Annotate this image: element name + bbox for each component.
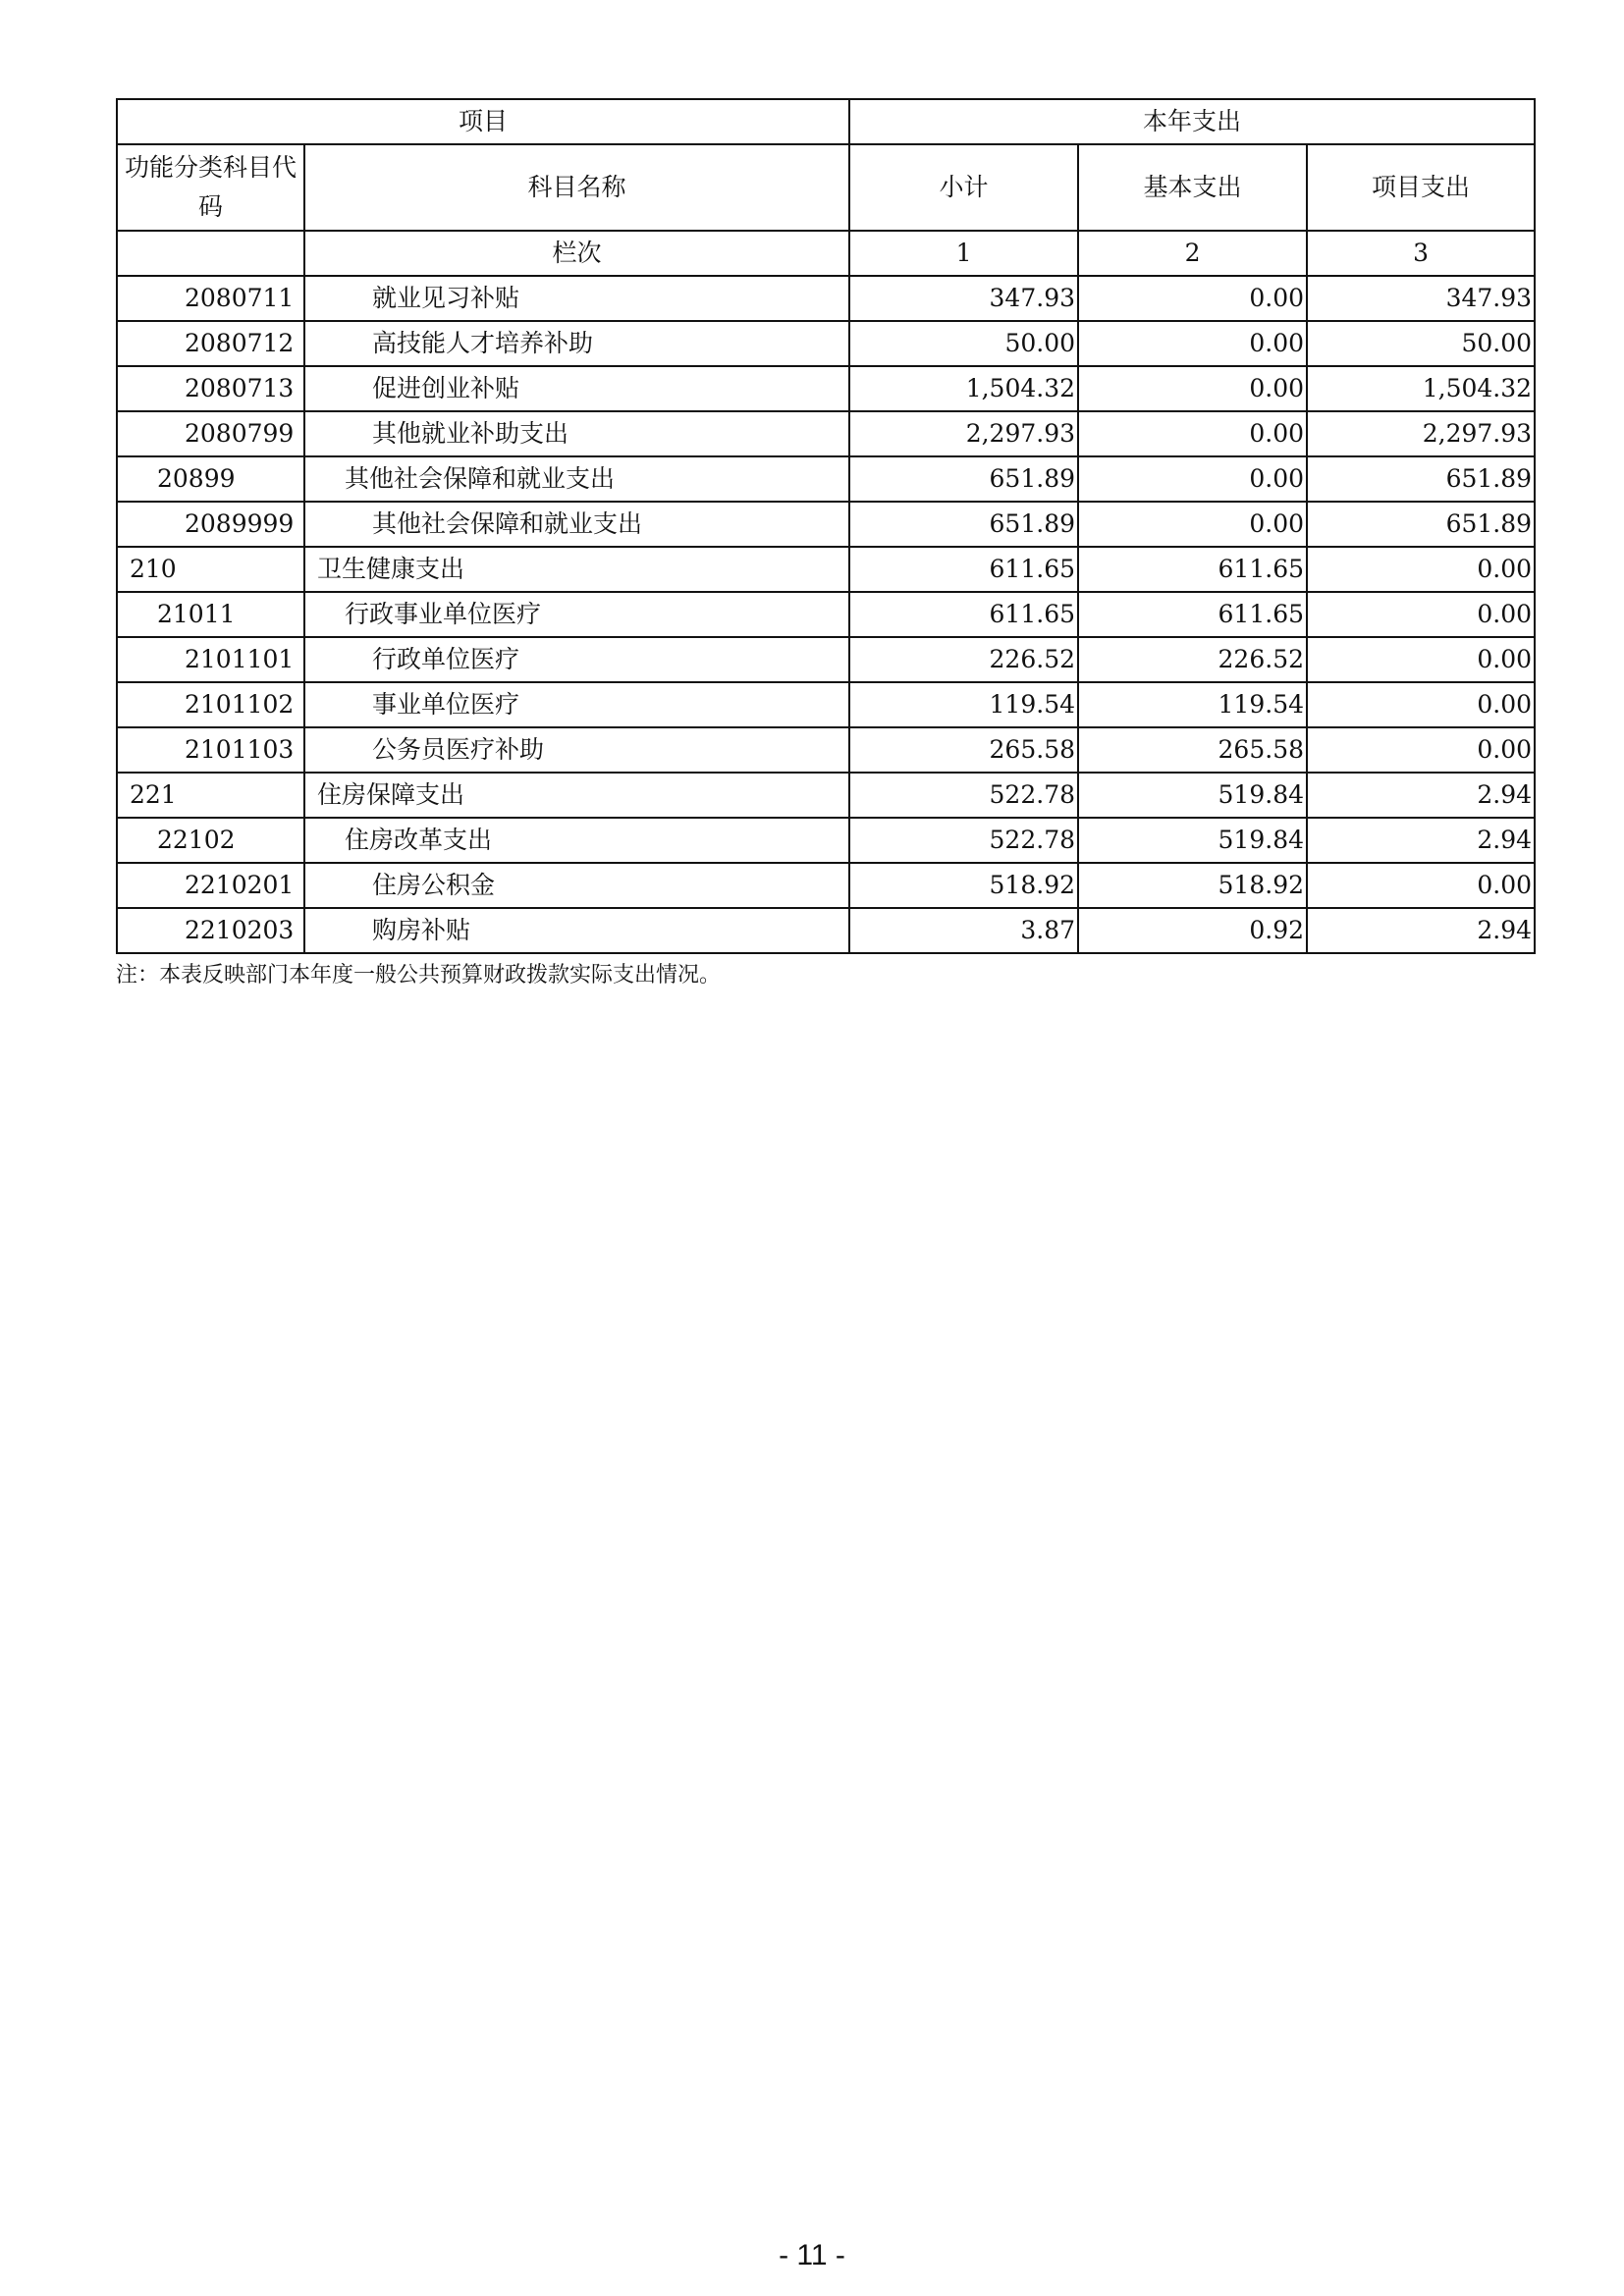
cell-code: 221 [117, 773, 304, 818]
cell-basic: 0.00 [1078, 502, 1307, 547]
cell-name: 住房改革支出 [304, 818, 849, 863]
header-func-code: 功能分类科目代码 [117, 144, 304, 231]
cell-name: 其他社会保障和就业支出 [304, 456, 849, 502]
cell-subtotal: 2,297.93 [849, 411, 1078, 456]
cell-project: 0.00 [1307, 547, 1535, 592]
cell-code: 2101103 [117, 727, 304, 773]
table-row [117, 637, 1535, 682]
header-col3: 3 [1307, 231, 1535, 276]
cell-code: 2210201 [117, 863, 304, 908]
cell-code: 2101102 [117, 682, 304, 727]
cell-name: 购房补贴 [304, 908, 849, 953]
header-current-year: 本年支出 [849, 99, 1535, 144]
cell-basic: 226.52 [1078, 637, 1307, 682]
cell-project: 0.00 [1307, 863, 1535, 908]
cell-basic: 518.92 [1078, 863, 1307, 908]
cell-code: 21011 [117, 592, 304, 637]
cell-subtotal: 347.93 [849, 276, 1078, 321]
cell-subtotal: 522.78 [849, 773, 1078, 818]
cell-subtotal: 50.00 [849, 321, 1078, 366]
header-column-order: 栏次 [304, 231, 849, 276]
table-row [117, 276, 1535, 321]
cell-name: 公务员医疗补助 [304, 727, 849, 773]
cell-name: 住房公积金 [304, 863, 849, 908]
cell-project: 2.94 [1307, 908, 1535, 953]
cell-subtotal: 518.92 [849, 863, 1078, 908]
table-row [117, 773, 1535, 818]
table-row [117, 682, 1535, 727]
table-note: 注：本表反映部门本年度一般公共预算财政拨款实际支出情况。 [116, 963, 722, 988]
header-col1: 1 [849, 231, 1078, 276]
header-col2: 2 [1078, 231, 1307, 276]
cell-project: 0.00 [1307, 727, 1535, 773]
cell-basic: 611.65 [1078, 592, 1307, 637]
cell-code: 210 [117, 547, 304, 592]
cell-code: 20899 [117, 456, 304, 502]
table-row [117, 366, 1535, 411]
cell-name: 其他就业补助支出 [304, 411, 849, 456]
cell-name: 就业见习补贴 [304, 276, 849, 321]
cell-project: 651.89 [1307, 502, 1535, 547]
cell-subtotal: 651.89 [849, 456, 1078, 502]
cell-project: 651.89 [1307, 456, 1535, 502]
cell-basic: 0.00 [1078, 321, 1307, 366]
table-row [117, 321, 1535, 366]
table-row [117, 592, 1535, 637]
cell-project: 347.93 [1307, 276, 1535, 321]
cell-project: 2.94 [1307, 773, 1535, 818]
cell-basic: 519.84 [1078, 818, 1307, 863]
table-row [117, 547, 1535, 592]
cell-subtotal: 611.65 [849, 547, 1078, 592]
cell-code: 22102 [117, 818, 304, 863]
header-row-3 [117, 231, 1535, 276]
cell-name: 住房保障支出 [304, 773, 849, 818]
table-row [117, 863, 1535, 908]
table-row [117, 908, 1535, 953]
cell-subtotal: 522.78 [849, 818, 1078, 863]
cell-basic: 0.00 [1078, 276, 1307, 321]
table-body [117, 276, 1535, 953]
header-basic: 基本支出 [1078, 144, 1307, 231]
cell-code: 2089999 [117, 502, 304, 547]
header-row-2 [117, 144, 1535, 231]
cell-basic: 519.84 [1078, 773, 1307, 818]
cell-subtotal: 611.65 [849, 592, 1078, 637]
header-row-1 [117, 99, 1535, 144]
cell-code: 2080713 [117, 366, 304, 411]
cell-project: 0.00 [1307, 682, 1535, 727]
cell-code: 2080711 [117, 276, 304, 321]
cell-subtotal: 119.54 [849, 682, 1078, 727]
header-subject-name: 科目名称 [304, 144, 849, 231]
cell-project: 2,297.93 [1307, 411, 1535, 456]
table-row [117, 456, 1535, 502]
cell-project: 0.00 [1307, 592, 1535, 637]
cell-basic: 265.58 [1078, 727, 1307, 773]
cell-name: 事业单位医疗 [304, 682, 849, 727]
cell-subtotal: 1,504.32 [849, 366, 1078, 411]
cell-basic: 0.00 [1078, 411, 1307, 456]
cell-basic: 119.54 [1078, 682, 1307, 727]
expenditure-table-sheet [116, 98, 1534, 988]
cell-name: 其他社会保障和就业支出 [304, 502, 849, 547]
table-row [117, 411, 1535, 456]
page-number: - 11 - [779, 2239, 845, 2271]
cell-code: 2080799 [117, 411, 304, 456]
cell-name: 行政事业单位医疗 [304, 592, 849, 637]
cell-basic: 0.92 [1078, 908, 1307, 953]
table-row [117, 502, 1535, 547]
cell-subtotal: 3.87 [849, 908, 1078, 953]
table-row [117, 727, 1535, 773]
table-row [117, 818, 1535, 863]
expenditure-table [116, 98, 1536, 954]
cell-basic: 0.00 [1078, 366, 1307, 411]
cell-name: 高技能人才培养补助 [304, 321, 849, 366]
cell-basic: 611.65 [1078, 547, 1307, 592]
cell-project: 2.94 [1307, 818, 1535, 863]
header-project: 项目 [117, 99, 849, 144]
cell-subtotal: 651.89 [849, 502, 1078, 547]
cell-project: 1,504.32 [1307, 366, 1535, 411]
cell-name: 卫生健康支出 [304, 547, 849, 592]
cell-name: 促进创业补贴 [304, 366, 849, 411]
cell-name: 行政单位医疗 [304, 637, 849, 682]
cell-code: 2210203 [117, 908, 304, 953]
cell-subtotal: 226.52 [849, 637, 1078, 682]
header-subtotal: 小计 [849, 144, 1078, 231]
header-project-exp: 项目支出 [1307, 144, 1535, 231]
header-empty [117, 231, 304, 276]
cell-project: 0.00 [1307, 637, 1535, 682]
cell-subtotal: 265.58 [849, 727, 1078, 773]
cell-basic: 0.00 [1078, 456, 1307, 502]
cell-code: 2101101 [117, 637, 304, 682]
cell-code: 2080712 [117, 321, 304, 366]
cell-project: 50.00 [1307, 321, 1535, 366]
